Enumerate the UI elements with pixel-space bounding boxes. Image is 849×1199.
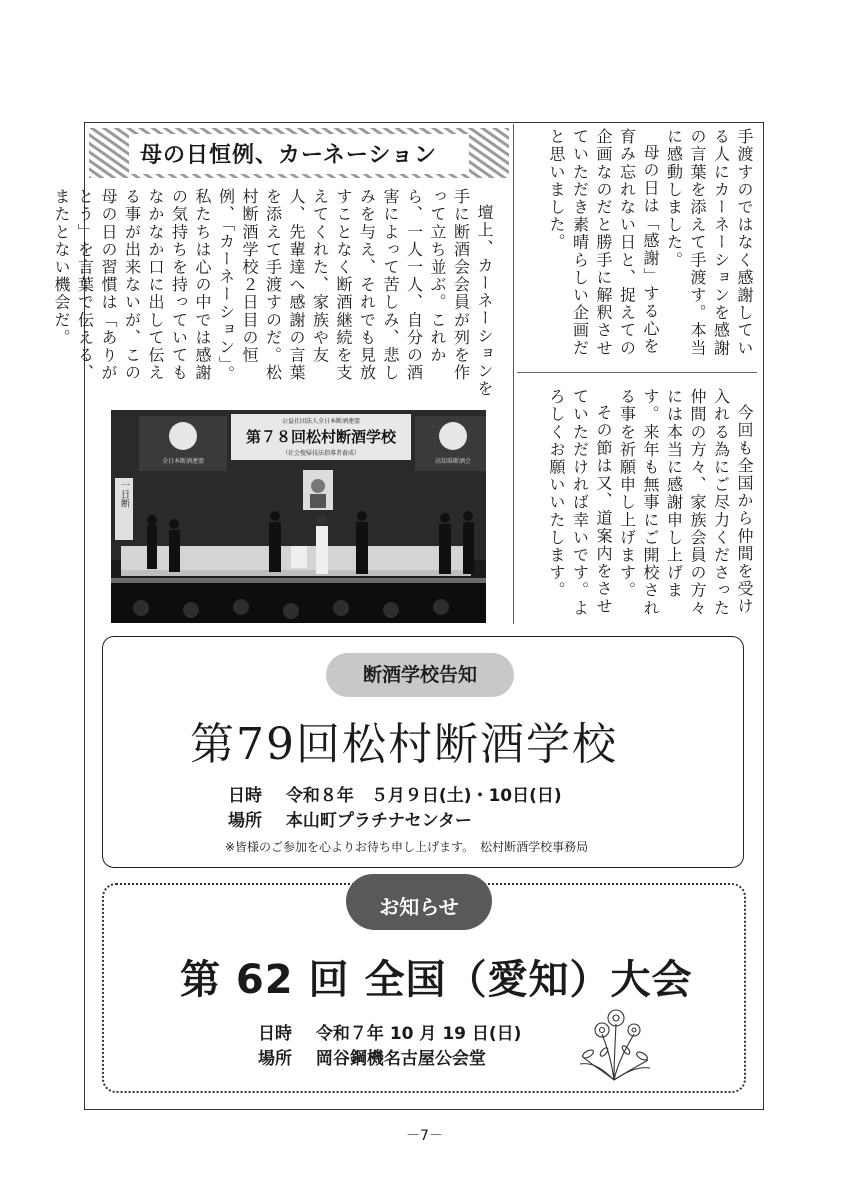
section-divider [517,372,757,373]
article-title: 母の日恒例、カーネーション [140,143,438,168]
school-notice-place [228,806,472,831]
article-paragraph: 手渡すのではなく感謝している人にカーネーションを感謝の言葉を添えて手渡す。本当に感動しました。 [664,128,754,357]
place-value: 本山町プラチナセンター [285,811,472,831]
stage-photo [111,410,486,623]
date-label: 日時 [228,786,262,806]
article-left-column [52,188,496,398]
flower-illustration-icon [574,1004,654,1082]
date-label: 日時 [258,1024,292,1044]
convention-notice-heading: 第 62 回 全国（愛知）大会 [180,957,693,1003]
article-right-top-column [528,128,756,364]
left-sign-text: 全日本断酒連盟 [161,458,205,465]
convention-notice-pill: お知らせ [346,874,492,930]
banner-main-text: 第７８回松村断酒学校 [245,428,397,446]
convention-notice-date [258,1019,521,1044]
banner-top-text: 公益社団法人全日本断酒連盟 [281,418,361,425]
article-paragraph: 今回も全国から仲間を受け入れる為にご尽力くださった仲間の方々、家族会員の方々には本当に感謝申し上げます。来年も無事にご開校される事を祈願申し上げます。 [617,388,754,617]
article-paragraph: 壇上、カーネーションを手に断酒会会員が列を作って立ち並ぶ。これから、一人一人、自分の酒害によって苦しみ、悲しみを与え、それでも見放すことなく断酒継続を支えてくれた、家族や友人、先輩達へ感謝の言葉を添えて手渡すのだ。松村断酒学校２日目の恒例、「カーネーション」。私たちは心の中では感謝の気持ちを持っていてもなかなか口に出して伝える事が出来ないが、この母の日の習慣は「ありがとう」を言葉で伝える、またとない機会だ。 [52,188,494,398]
page-number: －7－ [406,1128,443,1144]
side-banner-text: 一日断 [119,480,129,508]
school-notice-date [228,781,562,806]
date-value: 令和７年 10 月 19 日(日) [315,1024,522,1044]
school-notice-note: ※皆様のご参加を心よりお待ち申し上げます。 松村断酒学校事務局 [225,840,589,854]
column-divider [513,124,514,624]
article-paragraph: その節は又、道案内をさせていただければ幸いです。よろしくお願いいたします。 [547,388,613,617]
right-sign-text: 高知県断酒会 [434,458,472,465]
school-notice-pill: 断酒学校告知 [326,653,514,697]
place-value: 岡谷鋼機名古屋公会堂 [315,1049,486,1069]
place-label: 場所 [228,811,262,831]
place-label: 場所 [258,1049,292,1069]
article-paragraph: 母の日は「感謝」する心を育み忘れない日と、捉えての企画なのだと勝手に解釈させていただき素晴らしい企画だと思いました。 [547,128,660,357]
convention-notice-place [258,1044,486,1069]
date-value: 令和８年 ５月９日(土)・10日(日) [285,786,562,806]
school-notice-heading: 第79回松村断酒学校 [190,719,618,770]
article-right-bottom-column [528,388,756,624]
banner-sub-text: （社会復帰技法指導者養成） [281,450,361,457]
